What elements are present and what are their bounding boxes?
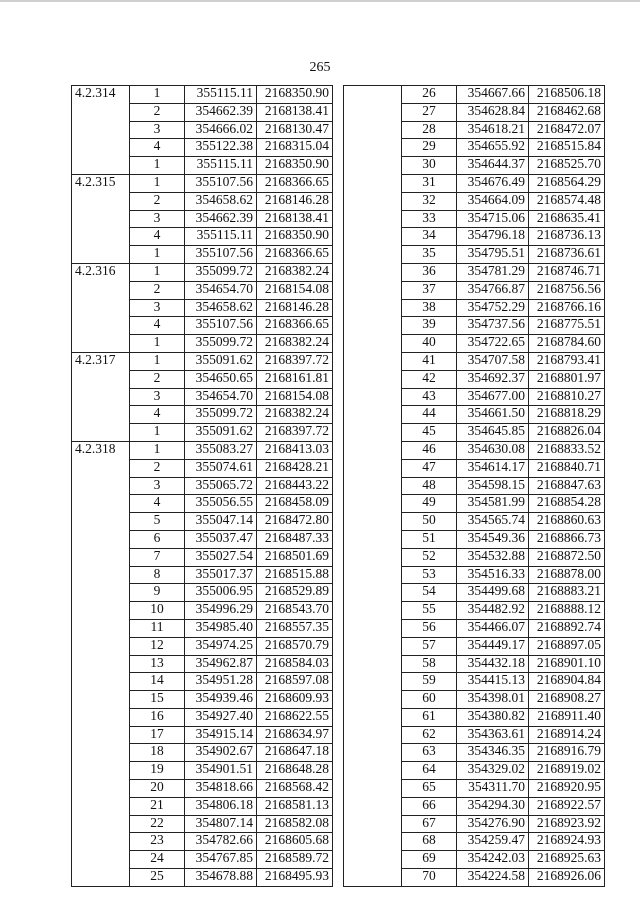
- x-coordinate: 354782.66: [185, 833, 257, 851]
- lot-id: 4.2.318: [72, 441, 130, 886]
- point-number: 28: [402, 121, 457, 139]
- x-coordinate: 354962.87: [185, 655, 257, 673]
- point-number: 62: [402, 726, 457, 744]
- x-coordinate: 354482.92: [457, 602, 529, 620]
- y-coordinate: 2168366.65: [257, 246, 333, 264]
- x-coordinate: 354654.70: [185, 281, 257, 299]
- point-number: 36: [402, 263, 457, 281]
- y-coordinate: 2168926.06: [529, 869, 605, 887]
- point-number: 26: [402, 86, 457, 104]
- y-coordinate: 2168589.72: [257, 851, 333, 869]
- y-coordinate: 2168892.74: [529, 619, 605, 637]
- x-coordinate: 355122.38: [185, 139, 257, 157]
- x-coordinate: 354598.15: [457, 477, 529, 495]
- y-coordinate: 2168634.97: [257, 726, 333, 744]
- point-number: 23: [130, 833, 185, 851]
- x-coordinate: 354902.67: [185, 744, 257, 762]
- y-coordinate: 2168756.56: [529, 281, 605, 299]
- x-coordinate: 355115.11: [185, 157, 257, 175]
- y-coordinate: 2168922.57: [529, 797, 605, 815]
- x-coordinate: 354915.14: [185, 726, 257, 744]
- y-coordinate: 2168582.08: [257, 815, 333, 833]
- x-coordinate: 354662.39: [185, 103, 257, 121]
- x-coordinate: 354499.68: [457, 584, 529, 602]
- y-coordinate: 2168138.41: [257, 103, 333, 121]
- x-coordinate: 354692.37: [457, 370, 529, 388]
- x-coordinate: 355056.55: [185, 495, 257, 513]
- table-row: [72, 263, 333, 281]
- point-number: 56: [402, 619, 457, 637]
- point-number: 25: [130, 869, 185, 887]
- y-coordinate: 2168793.41: [529, 352, 605, 370]
- y-coordinate: 2168366.65: [257, 174, 333, 192]
- point-number: 24: [130, 851, 185, 869]
- point-number: 6: [130, 530, 185, 548]
- point-number: 55: [402, 602, 457, 620]
- y-coordinate: 2168923.92: [529, 815, 605, 833]
- x-coordinate: 354658.62: [185, 192, 257, 210]
- point-number: 37: [402, 281, 457, 299]
- point-number: 49: [402, 495, 457, 513]
- y-coordinate: 2168736.61: [529, 246, 605, 264]
- point-number: 32: [402, 192, 457, 210]
- x-coordinate: 354644.37: [457, 157, 529, 175]
- x-coordinate: 355099.72: [185, 335, 257, 353]
- x-coordinate: 355107.56: [185, 246, 257, 264]
- x-coordinate: 354432.18: [457, 655, 529, 673]
- x-coordinate: 355107.56: [185, 317, 257, 335]
- y-coordinate: 2168568.42: [257, 780, 333, 798]
- x-coordinate: 354630.08: [457, 441, 529, 459]
- x-coordinate: 354666.02: [185, 121, 257, 139]
- point-number: 44: [402, 406, 457, 424]
- point-number: 66: [402, 797, 457, 815]
- point-number: 4: [130, 406, 185, 424]
- point-number: 7: [130, 548, 185, 566]
- y-coordinate: 2168801.97: [529, 370, 605, 388]
- y-coordinate: 2168382.24: [257, 263, 333, 281]
- point-number: 40: [402, 335, 457, 353]
- y-coordinate: 2168366.65: [257, 317, 333, 335]
- x-coordinate: 354224.58: [457, 869, 529, 887]
- point-number: 12: [130, 637, 185, 655]
- y-coordinate: 2168866.73: [529, 530, 605, 548]
- y-coordinate: 2168908.27: [529, 691, 605, 709]
- x-coordinate: 355115.11: [185, 86, 257, 104]
- y-coordinate: 2168574.48: [529, 192, 605, 210]
- point-number: 64: [402, 762, 457, 780]
- y-coordinate: 2168458.09: [257, 495, 333, 513]
- x-coordinate: 354628.84: [457, 103, 529, 121]
- y-coordinate: 2168495.93: [257, 869, 333, 887]
- point-number: 59: [402, 673, 457, 691]
- x-coordinate: 354415.13: [457, 673, 529, 691]
- x-coordinate: 354985.40: [185, 619, 257, 637]
- y-coordinate: 2168883.21: [529, 584, 605, 602]
- x-coordinate: 354664.09: [457, 192, 529, 210]
- y-coordinate: 2168648.28: [257, 762, 333, 780]
- x-coordinate: 354259.47: [457, 833, 529, 851]
- point-number: 8: [130, 566, 185, 584]
- x-coordinate: 354795.51: [457, 246, 529, 264]
- y-coordinate: 2168925.63: [529, 851, 605, 869]
- x-coordinate: 355091.62: [185, 352, 257, 370]
- point-number: 39: [402, 317, 457, 335]
- lot-id: 4.2.316: [72, 263, 130, 352]
- y-coordinate: 2168564.29: [529, 174, 605, 192]
- x-coordinate: 354767.85: [185, 851, 257, 869]
- point-number: 27: [402, 103, 457, 121]
- y-coordinate: 2168897.05: [529, 637, 605, 655]
- point-number: 3: [130, 121, 185, 139]
- y-coordinate: 2168525.70: [529, 157, 605, 175]
- y-coordinate: 2168840.71: [529, 459, 605, 477]
- y-coordinate: 2168543.70: [257, 602, 333, 620]
- point-number: 41: [402, 352, 457, 370]
- point-number: 51: [402, 530, 457, 548]
- point-number: 33: [402, 210, 457, 228]
- x-coordinate: 354311.70: [457, 780, 529, 798]
- y-coordinate: 2168130.47: [257, 121, 333, 139]
- point-number: 11: [130, 619, 185, 637]
- y-coordinate: 2168911.40: [529, 708, 605, 726]
- y-coordinate: 2168350.90: [257, 157, 333, 175]
- x-coordinate: 354650.65: [185, 370, 257, 388]
- y-coordinate: 2168146.28: [257, 299, 333, 317]
- x-coordinate: 354796.18: [457, 228, 529, 246]
- x-coordinate: 354655.92: [457, 139, 529, 157]
- point-number: 1: [130, 424, 185, 442]
- x-coordinate: 354581.99: [457, 495, 529, 513]
- table-row: [72, 86, 333, 104]
- x-coordinate: 355006.95: [185, 584, 257, 602]
- x-coordinate: 354818.66: [185, 780, 257, 798]
- point-number: 1: [130, 263, 185, 281]
- x-coordinate: 354398.01: [457, 691, 529, 709]
- point-number: 1: [130, 441, 185, 459]
- x-coordinate: 354346.35: [457, 744, 529, 762]
- point-number: 4: [130, 317, 185, 335]
- point-number: 46: [402, 441, 457, 459]
- point-number: 43: [402, 388, 457, 406]
- y-coordinate: 2168746.71: [529, 263, 605, 281]
- x-coordinate: 355099.72: [185, 263, 257, 281]
- point-number: 35: [402, 246, 457, 264]
- point-number: 20: [130, 780, 185, 798]
- point-number: 30: [402, 157, 457, 175]
- x-coordinate: 354667.66: [457, 86, 529, 104]
- point-number: 54: [402, 584, 457, 602]
- point-number: 1: [130, 246, 185, 264]
- x-coordinate: 354807.14: [185, 815, 257, 833]
- x-coordinate: 354532.88: [457, 548, 529, 566]
- y-coordinate: 2168914.24: [529, 726, 605, 744]
- y-coordinate: 2168647.18: [257, 744, 333, 762]
- y-coordinate: 2168382.24: [257, 406, 333, 424]
- y-coordinate: 2168154.08: [257, 281, 333, 299]
- x-coordinate: 354380.82: [457, 708, 529, 726]
- y-coordinate: 2168443.22: [257, 477, 333, 495]
- y-coordinate: 2168382.24: [257, 335, 333, 353]
- point-number: 1: [130, 157, 185, 175]
- point-number: 61: [402, 708, 457, 726]
- x-coordinate: 354939.46: [185, 691, 257, 709]
- y-coordinate: 2168605.68: [257, 833, 333, 851]
- y-coordinate: 2168775.51: [529, 317, 605, 335]
- point-number: 3: [130, 210, 185, 228]
- y-coordinate: 2168581.13: [257, 797, 333, 815]
- point-number: 1: [130, 352, 185, 370]
- point-number: 1: [130, 174, 185, 192]
- x-coordinate: 354752.29: [457, 299, 529, 317]
- y-coordinate: 2168397.72: [257, 352, 333, 370]
- x-coordinate: 354466.07: [457, 619, 529, 637]
- x-coordinate: 355017.37: [185, 566, 257, 584]
- x-coordinate: 354927.40: [185, 708, 257, 726]
- x-coordinate: 354781.29: [457, 263, 529, 281]
- point-number: 18: [130, 744, 185, 762]
- y-coordinate: 2168146.28: [257, 192, 333, 210]
- x-coordinate: 354565.74: [457, 513, 529, 531]
- x-coordinate: 354766.87: [457, 281, 529, 299]
- x-coordinate: 355027.54: [185, 548, 257, 566]
- y-coordinate: 2168315.04: [257, 139, 333, 157]
- y-coordinate: 2168413.03: [257, 441, 333, 459]
- y-coordinate: 2168397.72: [257, 424, 333, 442]
- y-coordinate: 2168557.35: [257, 619, 333, 637]
- point-number: 45: [402, 424, 457, 442]
- point-number: 53: [402, 566, 457, 584]
- y-coordinate: 2168766.16: [529, 299, 605, 317]
- point-number: 31: [402, 174, 457, 192]
- point-number: 48: [402, 477, 457, 495]
- lot-id: 4.2.317: [72, 352, 130, 441]
- coordinates-table-right: [343, 85, 605, 887]
- point-number: 10: [130, 602, 185, 620]
- point-number: 3: [130, 299, 185, 317]
- point-number: 2: [130, 192, 185, 210]
- x-coordinate: 354996.29: [185, 602, 257, 620]
- point-number: 34: [402, 228, 457, 246]
- point-number: 17: [130, 726, 185, 744]
- point-number: 15: [130, 691, 185, 709]
- y-coordinate: 2168736.13: [529, 228, 605, 246]
- y-coordinate: 2168462.68: [529, 103, 605, 121]
- y-coordinate: 2168854.28: [529, 495, 605, 513]
- point-number: 19: [130, 762, 185, 780]
- y-coordinate: 2168860.63: [529, 513, 605, 531]
- y-coordinate: 2168501.69: [257, 548, 333, 566]
- table-row: [344, 86, 605, 104]
- y-coordinate: 2168487.33: [257, 530, 333, 548]
- x-coordinate: 354549.36: [457, 530, 529, 548]
- y-coordinate: 2168506.18: [529, 86, 605, 104]
- x-coordinate: 354645.85: [457, 424, 529, 442]
- table-row: [72, 352, 333, 370]
- y-coordinate: 2168597.08: [257, 673, 333, 691]
- y-coordinate: 2168878.00: [529, 566, 605, 584]
- y-coordinate: 2168847.63: [529, 477, 605, 495]
- x-coordinate: 354516.33: [457, 566, 529, 584]
- y-coordinate: 2168901.10: [529, 655, 605, 673]
- x-coordinate: 354449.17: [457, 637, 529, 655]
- x-coordinate: 355065.72: [185, 477, 257, 495]
- x-coordinate: 354276.90: [457, 815, 529, 833]
- x-coordinate: 354677.00: [457, 388, 529, 406]
- x-coordinate: 354363.61: [457, 726, 529, 744]
- y-coordinate: 2168350.90: [257, 228, 333, 246]
- y-coordinate: 2168833.52: [529, 441, 605, 459]
- point-number: 3: [130, 388, 185, 406]
- x-coordinate: 354662.39: [185, 210, 257, 228]
- point-number: 21: [130, 797, 185, 815]
- point-number: 68: [402, 833, 457, 851]
- y-coordinate: 2168584.03: [257, 655, 333, 673]
- point-number: 22: [130, 815, 185, 833]
- point-number: 67: [402, 815, 457, 833]
- scan-edge-line: [0, 0, 640, 2]
- x-coordinate: 354901.51: [185, 762, 257, 780]
- y-coordinate: 2168161.81: [257, 370, 333, 388]
- x-coordinate: 354661.50: [457, 406, 529, 424]
- x-coordinate: 354658.62: [185, 299, 257, 317]
- x-coordinate: 354294.30: [457, 797, 529, 815]
- point-number: 3: [130, 477, 185, 495]
- y-coordinate: 2168529.89: [257, 584, 333, 602]
- lot-id: 4.2.315: [72, 174, 130, 263]
- point-number: 5: [130, 513, 185, 531]
- point-number: 16: [130, 708, 185, 726]
- point-number: 50: [402, 513, 457, 531]
- x-coordinate: 354676.49: [457, 174, 529, 192]
- point-number: 14: [130, 673, 185, 691]
- point-number: 47: [402, 459, 457, 477]
- x-coordinate: 354614.17: [457, 459, 529, 477]
- point-number: 58: [402, 655, 457, 673]
- y-coordinate: 2168919.02: [529, 762, 605, 780]
- point-number: 29: [402, 139, 457, 157]
- point-number: 1: [130, 86, 185, 104]
- point-number: 60: [402, 691, 457, 709]
- x-coordinate: 355047.14: [185, 513, 257, 531]
- x-coordinate: 355107.56: [185, 174, 257, 192]
- x-coordinate: 354654.70: [185, 388, 257, 406]
- y-coordinate: 2168888.12: [529, 602, 605, 620]
- y-coordinate: 2168635.41: [529, 210, 605, 228]
- point-number: 65: [402, 780, 457, 798]
- y-coordinate: 2168515.84: [529, 139, 605, 157]
- x-coordinate: 354618.21: [457, 121, 529, 139]
- point-number: 69: [402, 851, 457, 869]
- x-coordinate: 354806.18: [185, 797, 257, 815]
- point-number: 52: [402, 548, 457, 566]
- x-coordinate: 354707.58: [457, 352, 529, 370]
- point-number: 4: [130, 495, 185, 513]
- y-coordinate: 2168570.79: [257, 637, 333, 655]
- y-coordinate: 2168826.04: [529, 424, 605, 442]
- y-coordinate: 2168872.50: [529, 548, 605, 566]
- y-coordinate: 2168784.60: [529, 335, 605, 353]
- point-number: 1: [130, 335, 185, 353]
- x-coordinate: 355099.72: [185, 406, 257, 424]
- x-coordinate: 354951.28: [185, 673, 257, 691]
- coordinates-table-left: [71, 85, 333, 887]
- y-coordinate: 2168916.79: [529, 744, 605, 762]
- y-coordinate: 2168515.88: [257, 566, 333, 584]
- x-coordinate: 355074.61: [185, 459, 257, 477]
- x-coordinate: 354737.56: [457, 317, 529, 335]
- y-coordinate: 2168472.07: [529, 121, 605, 139]
- lot-id-empty: [344, 86, 402, 887]
- point-number: 4: [130, 139, 185, 157]
- y-coordinate: 2168818.29: [529, 406, 605, 424]
- y-coordinate: 2168428.21: [257, 459, 333, 477]
- page-number: 265: [309, 60, 331, 75]
- y-coordinate: 2168920.95: [529, 780, 605, 798]
- point-number: 42: [402, 370, 457, 388]
- x-coordinate: 354242.03: [457, 851, 529, 869]
- y-coordinate: 2168810.27: [529, 388, 605, 406]
- x-coordinate: 354715.06: [457, 210, 529, 228]
- point-number: 4: [130, 228, 185, 246]
- x-coordinate: 354329.02: [457, 762, 529, 780]
- point-number: 38: [402, 299, 457, 317]
- point-number: 9: [130, 584, 185, 602]
- x-coordinate: 355091.62: [185, 424, 257, 442]
- y-coordinate: 2168622.55: [257, 708, 333, 726]
- y-coordinate: 2168472.80: [257, 513, 333, 531]
- x-coordinate: 354678.88: [185, 869, 257, 887]
- y-coordinate: 2168609.93: [257, 691, 333, 709]
- y-coordinate: 2168154.08: [257, 388, 333, 406]
- y-coordinate: 2168138.41: [257, 210, 333, 228]
- table-row: [72, 174, 333, 192]
- point-number: 13: [130, 655, 185, 673]
- y-coordinate: 2168924.93: [529, 833, 605, 851]
- x-coordinate: 355083.27: [185, 441, 257, 459]
- y-coordinate: 2168904.84: [529, 673, 605, 691]
- y-coordinate: 2168350.90: [257, 86, 333, 104]
- point-number: 2: [130, 281, 185, 299]
- point-number: 2: [130, 370, 185, 388]
- x-coordinate: 355037.47: [185, 530, 257, 548]
- point-number: 63: [402, 744, 457, 762]
- table-row: [72, 441, 333, 459]
- x-coordinate: 354722.65: [457, 335, 529, 353]
- point-number: 2: [130, 459, 185, 477]
- x-coordinate: 354974.25: [185, 637, 257, 655]
- point-number: 70: [402, 869, 457, 887]
- point-number: 2: [130, 103, 185, 121]
- x-coordinate: 355115.11: [185, 228, 257, 246]
- point-number: 57: [402, 637, 457, 655]
- lot-id: 4.2.314: [72, 86, 130, 175]
